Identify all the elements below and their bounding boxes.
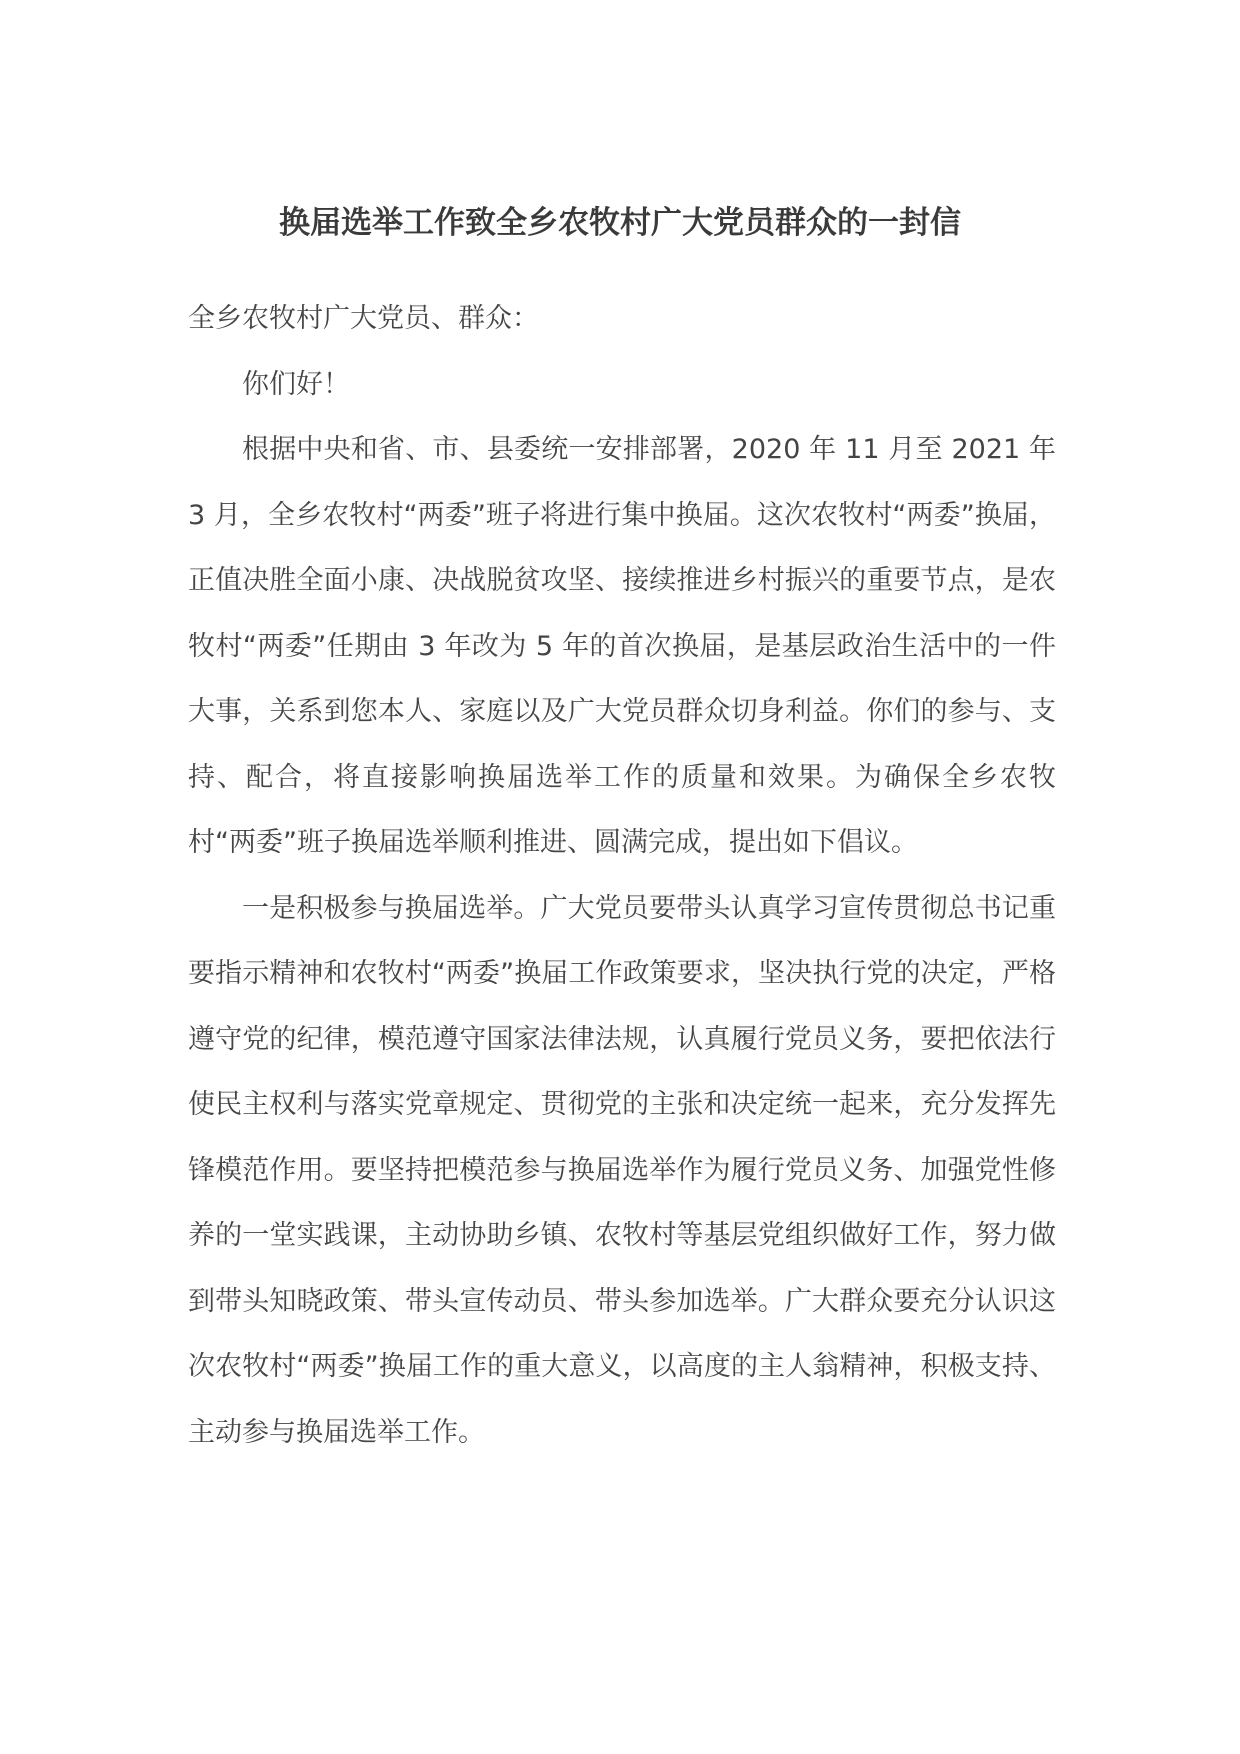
document-title: 换届选举工作致全乡农牧村广大党员群众的一封信 bbox=[279, 205, 961, 241]
greeting: 你们好！ bbox=[242, 368, 350, 400]
letter-body bbox=[188, 286, 1056, 1465]
salutation: 全乡农牧村广大党员、群众： bbox=[188, 303, 539, 334]
paragraph: 根据中央和省、市、县委统一安排部署，2020 年 11 月至 2021 年 3 月，全乡农牧村“两委”班子将进行集中换届。这次农牧村“两委”换届，正值决胜全面小康、决战脱贫攻坚、接续推进乡村振兴的重要节点，是农牧村“两委”任期由 3 年改为 5 年的首次换届，是基层政治生活中的一件大事，关系到您本人、家庭以及广大党员群众切身利益。你们的参与、支持、配合，将直接影响换届选举工作的质量和效果。为确保全乡农牧村“两委”班子换届选举顺利推进、圆满完成，提出如下倡议。 bbox=[188, 434, 1056, 858]
paragraph: 一是积极参与换届选举。广大党员要带头认真学习宣传贯彻总书记重要指示精神和农牧村“两委”换届工作政策要求，坚决执行党的决定，严格遵守党的纪律，模范遵守国家法律法规，认真履行党员义务，要把依法行使民主权利与落实党章规定、贯彻党的主张和决定统一起来，充分发挥先锋模范作用。要坚持把模范参与换届选举作为履行党员义务、加强党性修养的一堂实践课，主动协助乡镇、农牧村等基层党组织做好工作，努力做到带头知晓政策、带头宣传动员、带头参加选举。广大群众要充分认识这次农牧村“两委”换届工作的重大意义，以高度的主人翁精神，积极支持、主动参与换届选举工作。 bbox=[188, 892, 1056, 1448]
